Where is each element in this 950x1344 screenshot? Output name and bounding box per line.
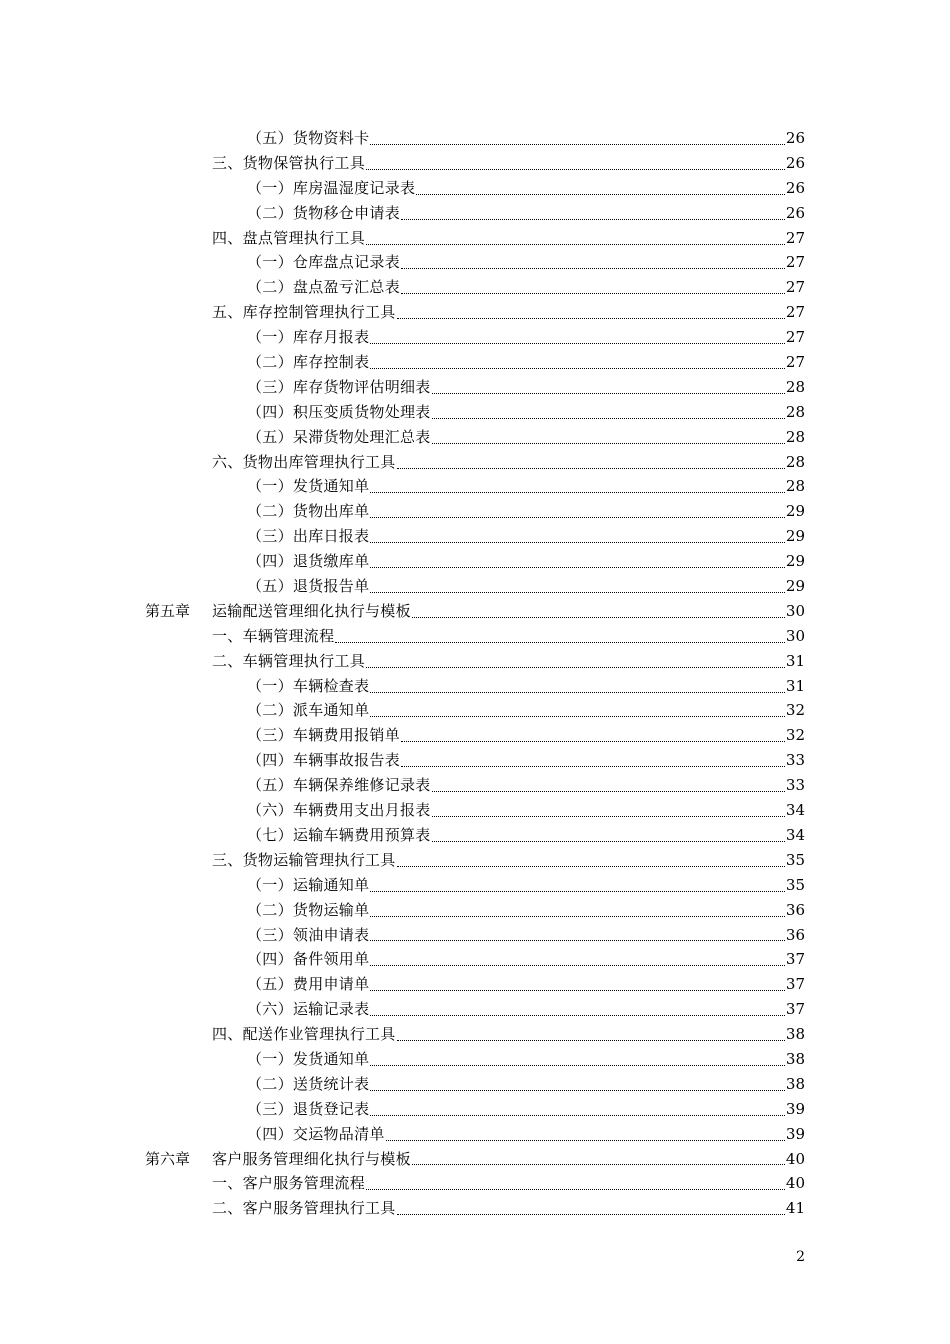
toc-entry-page: 36 <box>785 900 805 919</box>
toc-dot-leader <box>397 1214 785 1215</box>
toc-entry-title: （二）送货统计表 <box>247 1074 370 1093</box>
toc-entry-page: 30 <box>785 601 805 620</box>
toc-entry[interactable] <box>247 474 805 499</box>
toc-entry-page: 28 <box>785 452 805 471</box>
toc-entry-title: （一）仓库盘点记录表 <box>247 253 401 272</box>
toc-entry[interactable] <box>212 848 805 873</box>
toc-dot-leader <box>370 940 785 941</box>
toc-dot-leader <box>432 418 785 419</box>
toc-entry-page: 41 <box>785 1199 805 1218</box>
toc-entry-title: 三、货物运输管理执行工具 <box>212 850 396 869</box>
toc-subsection-row <box>0 898 950 923</box>
toc-entry-title: （三）车辆费用报销单 <box>247 726 401 745</box>
toc-entry[interactable] <box>247 873 805 898</box>
toc-dot-leader <box>370 592 785 593</box>
toc-entry[interactable] <box>247 574 805 599</box>
toc-entry[interactable] <box>247 425 805 450</box>
toc-entry[interactable] <box>247 250 805 275</box>
toc-section-row <box>0 649 950 674</box>
toc-entry-title: （五）车辆保养维修记录表 <box>247 776 431 795</box>
toc-entry[interactable] <box>212 1022 805 1047</box>
toc-entry[interactable] <box>212 649 805 674</box>
toc-entry[interactable] <box>212 151 805 176</box>
toc-entry-page: 26 <box>785 203 805 222</box>
toc-entry-title: （二）派车通知单 <box>247 701 370 720</box>
toc-entry-page: 33 <box>785 776 805 795</box>
toc-subsection-row <box>0 997 950 1022</box>
toc-subsection-row <box>0 126 950 151</box>
toc-dot-leader <box>401 268 785 269</box>
toc-entry-page: 28 <box>785 377 805 396</box>
toc-entry-title: 六、货物出库管理执行工具 <box>212 452 396 471</box>
toc-subsection-row <box>0 400 950 425</box>
toc-section-row <box>0 151 950 176</box>
table-of-contents <box>0 126 950 1221</box>
toc-entry[interactable] <box>212 1171 805 1196</box>
toc-dot-leader <box>370 1015 785 1016</box>
toc-entry[interactable] <box>247 400 805 425</box>
toc-entry-title: （二）盘点盈亏汇总表 <box>247 278 401 297</box>
toc-dot-leader <box>370 542 785 543</box>
toc-dot-leader <box>401 219 785 220</box>
toc-entry-title: （二）库存控制表 <box>247 353 370 372</box>
toc-dot-leader <box>432 443 785 444</box>
toc-entry-page: 34 <box>785 801 805 820</box>
toc-section-row <box>0 226 950 251</box>
toc-entry[interactable] <box>212 624 805 649</box>
toc-entry[interactable] <box>247 524 805 549</box>
toc-entry[interactable] <box>145 1147 805 1172</box>
toc-entry-title: （五）呆滞货物处理汇总表 <box>247 427 431 446</box>
toc-entry-page: 40 <box>785 1174 805 1193</box>
toc-entry-title: （一）库存月报表 <box>247 328 370 347</box>
toc-entry-title: （三）库存货物评估明细表 <box>247 377 431 396</box>
toc-subsection-row <box>0 524 950 549</box>
toc-entry-title: （四）退货缴库单 <box>247 552 370 571</box>
toc-entry[interactable] <box>247 972 805 997</box>
toc-entry-page: 27 <box>785 328 805 347</box>
toc-entry-page: 29 <box>785 577 805 596</box>
toc-dot-leader <box>412 1164 785 1165</box>
toc-entry-page: 39 <box>785 1099 805 1118</box>
toc-entry[interactable] <box>212 226 805 251</box>
toc-entry-page: 33 <box>785 751 805 770</box>
toc-dot-leader <box>366 1189 785 1190</box>
toc-section-row <box>0 450 950 475</box>
toc-entry-page: 29 <box>785 527 805 546</box>
toc-entry[interactable] <box>247 898 805 923</box>
toc-dot-leader <box>370 891 785 892</box>
toc-subsection-row <box>0 923 950 948</box>
toc-entry-page: 30 <box>785 626 805 645</box>
toc-dot-leader <box>370 1115 785 1116</box>
toc-dot-leader <box>370 144 785 145</box>
toc-dot-leader <box>401 766 785 767</box>
toc-entry[interactable] <box>247 773 805 798</box>
toc-chapter-label: 第六章 <box>145 1149 191 1168</box>
toc-entry-page: 35 <box>785 850 805 869</box>
toc-entry-page: 27 <box>785 228 805 247</box>
toc-entry-page: 32 <box>785 701 805 720</box>
toc-dot-leader <box>401 293 785 294</box>
toc-entry-page: 37 <box>785 950 805 969</box>
toc-subsection-row <box>0 773 950 798</box>
toc-subsection-row <box>0 176 950 201</box>
toc-entry-title: （二）货物出库单 <box>247 502 370 521</box>
toc-entry-page: 35 <box>785 875 805 894</box>
toc-entry-title: （一）发货通知单 <box>247 477 370 496</box>
toc-subsection-row <box>0 201 950 226</box>
toc-entry[interactable] <box>247 923 805 948</box>
toc-entry-title: （二）货物移仓申请表 <box>247 203 401 222</box>
toc-dot-leader <box>370 990 785 991</box>
toc-entry[interactable] <box>247 549 805 574</box>
page-number: 2 <box>796 1249 805 1265</box>
toc-subsection-row <box>0 275 950 300</box>
toc-entry[interactable] <box>247 997 805 1022</box>
toc-section-row <box>0 1196 950 1221</box>
toc-entry-title: 一、车辆管理流程 <box>212 626 335 645</box>
toc-subsection-row <box>0 798 950 823</box>
toc-subsection-row <box>0 1047 950 1072</box>
toc-dot-leader <box>366 169 785 170</box>
toc-entry-page: 27 <box>785 303 805 322</box>
toc-entry[interactable] <box>247 325 805 350</box>
toc-entry-page: 38 <box>785 1049 805 1068</box>
toc-dot-leader <box>370 916 785 917</box>
toc-chapter-label: 第五章 <box>145 601 191 620</box>
toc-entry-title: （五）货物资料卡 <box>247 129 370 147</box>
toc-entry-title: （四）车辆事故报告表 <box>247 751 401 770</box>
toc-entry[interactable] <box>247 947 805 972</box>
toc-subsection-row <box>0 325 950 350</box>
toc-entry[interactable] <box>247 275 805 300</box>
toc-subsection-row <box>0 499 950 524</box>
toc-section-row <box>0 624 950 649</box>
toc-subsection-row <box>0 250 950 275</box>
toc-dot-leader <box>370 1065 785 1066</box>
toc-dot-leader <box>370 517 785 518</box>
toc-entry-page: 29 <box>785 502 805 521</box>
toc-entry-page: 38 <box>785 1074 805 1093</box>
toc-entry[interactable] <box>247 350 805 375</box>
toc-entry-page: 31 <box>785 676 805 695</box>
toc-entry[interactable] <box>247 201 805 226</box>
toc-subsection-row <box>0 549 950 574</box>
toc-entry-page: 26 <box>785 178 805 197</box>
toc-section-row <box>0 300 950 325</box>
toc-entry-page: 27 <box>785 353 805 372</box>
toc-entry-title: （三）退货登记表 <box>247 1099 370 1118</box>
toc-subsection-row <box>0 375 950 400</box>
toc-entry[interactable] <box>247 1122 805 1147</box>
toc-entry-page: 26 <box>785 153 805 172</box>
toc-entry-title: 客户服务管理细化执行与模板 <box>212 1149 411 1168</box>
toc-dot-leader <box>432 816 785 817</box>
toc-entry[interactable] <box>247 1097 805 1122</box>
toc-subsection-row <box>0 574 950 599</box>
toc-dot-leader <box>366 667 785 668</box>
toc-entry[interactable] <box>247 499 805 524</box>
toc-entry-page: 32 <box>785 726 805 745</box>
toc-entry[interactable] <box>247 1047 805 1072</box>
toc-entry-title: （二）货物运输单 <box>247 900 370 919</box>
toc-entry-page: 29 <box>785 552 805 571</box>
toc-entry-title: 五、库存控制管理执行工具 <box>212 303 396 322</box>
toc-dot-leader <box>432 841 785 842</box>
toc-entry[interactable] <box>247 674 805 699</box>
toc-dot-leader <box>397 1040 785 1041</box>
toc-subsection-row <box>0 698 950 723</box>
toc-entry[interactable] <box>247 723 805 748</box>
toc-entry-title: （七）运输车辆费用预算表 <box>247 825 431 844</box>
toc-subsection-row <box>0 947 950 972</box>
toc-entry-title: （六）车辆费用支出月报表 <box>247 801 431 820</box>
toc-entry[interactable] <box>212 300 805 325</box>
toc-subsection-row <box>0 748 950 773</box>
toc-dot-leader <box>397 468 785 469</box>
toc-entry-title: （四）积压变质货物处理表 <box>247 402 431 421</box>
toc-entry[interactable] <box>247 823 805 848</box>
toc-dot-leader <box>370 343 785 344</box>
toc-subsection-row <box>0 1097 950 1122</box>
toc-subsection-row <box>0 350 950 375</box>
toc-entry-title: 运输配送管理细化执行与模板 <box>212 601 411 620</box>
toc-dot-leader <box>335 642 785 643</box>
toc-entry[interactable] <box>247 375 805 400</box>
toc-entry[interactable] <box>247 748 805 773</box>
toc-subsection-row <box>0 674 950 699</box>
toc-subsection-row <box>0 972 950 997</box>
toc-entry-title: 一、客户服务管理流程 <box>212 1174 366 1193</box>
toc-entry-title: 二、客户服务管理执行工具 <box>212 1199 396 1218</box>
toc-section-row <box>0 1171 950 1196</box>
toc-subsection-row <box>0 823 950 848</box>
toc-section-row <box>0 1022 950 1047</box>
toc-chapter-row <box>0 599 950 624</box>
toc-dot-leader <box>370 1090 785 1091</box>
toc-dot-leader <box>370 368 785 369</box>
toc-entry-title: （一）库房温湿度记录表 <box>247 178 416 197</box>
toc-chapter-row <box>0 1147 950 1172</box>
toc-entry-page: 27 <box>785 278 805 297</box>
toc-entry[interactable] <box>212 1196 805 1221</box>
toc-subsection-row <box>0 1072 950 1097</box>
toc-entry-page: 34 <box>785 825 805 844</box>
toc-entry-title: （一）发货通知单 <box>247 1049 370 1068</box>
toc-entry-page: 27 <box>785 253 805 272</box>
toc-dot-leader <box>432 791 785 792</box>
toc-entry[interactable] <box>247 698 805 723</box>
toc-dot-leader <box>370 492 785 493</box>
toc-subsection-row <box>0 474 950 499</box>
toc-entry-page: 39 <box>785 1124 805 1143</box>
toc-entry[interactable] <box>247 798 805 823</box>
toc-dot-leader <box>412 617 785 618</box>
toc-entry[interactable] <box>212 450 805 475</box>
toc-entry-page: 37 <box>785 975 805 994</box>
toc-entry-title: （一）运输通知单 <box>247 875 370 894</box>
toc-dot-leader <box>401 741 785 742</box>
toc-entry-title: （五）费用申请单 <box>247 975 370 994</box>
toc-subsection-row <box>0 425 950 450</box>
toc-entry-title: （六）运输记录表 <box>247 1000 370 1019</box>
toc-dot-leader <box>370 692 785 693</box>
toc-section-row <box>0 848 950 873</box>
toc-entry-page: 28 <box>785 402 805 421</box>
toc-entry-page: 38 <box>785 1025 805 1044</box>
toc-entry-page: 28 <box>785 427 805 446</box>
toc-entry-title: 二、车辆管理执行工具 <box>212 651 366 670</box>
toc-entry-page: 31 <box>785 651 805 670</box>
toc-entry-title: 四、盘点管理执行工具 <box>212 228 366 247</box>
toc-entry-title: 三、货物保管执行工具 <box>212 153 366 172</box>
toc-subsection-row <box>0 873 950 898</box>
toc-entry-title: （四）备件领用单 <box>247 950 370 969</box>
toc-dot-leader <box>370 716 785 717</box>
toc-dot-leader <box>397 318 785 319</box>
toc-entry-page: 28 <box>785 477 805 496</box>
toc-entry-page: 40 <box>785 1149 805 1168</box>
toc-entry-title: （一）车辆检查表 <box>247 676 370 695</box>
toc-entry[interactable] <box>145 599 805 624</box>
toc-dot-leader <box>386 1140 785 1141</box>
toc-subsection-row <box>0 1122 950 1147</box>
toc-entry-title: （三）领油申请表 <box>247 925 370 944</box>
toc-entry[interactable] <box>247 126 805 151</box>
toc-entry-page: 36 <box>785 925 805 944</box>
toc-entry-title: 四、配送作业管理执行工具 <box>212 1025 396 1044</box>
toc-dot-leader <box>416 194 785 195</box>
toc-entry-title: （四）交运物品清单 <box>247 1124 385 1143</box>
toc-dot-leader <box>366 244 785 245</box>
toc-dot-leader <box>432 393 785 394</box>
toc-entry[interactable] <box>247 176 805 201</box>
toc-entry-title: （三）出库日报表 <box>247 527 370 546</box>
toc-entry-title: （五）退货报告单 <box>247 577 370 596</box>
toc-entry-page: 26 <box>785 129 805 147</box>
toc-subsection-row <box>0 723 950 748</box>
toc-entry[interactable] <box>247 1072 805 1097</box>
toc-dot-leader <box>370 567 785 568</box>
toc-entry-page: 37 <box>785 1000 805 1019</box>
toc-dot-leader <box>370 965 785 966</box>
toc-dot-leader <box>397 866 785 867</box>
